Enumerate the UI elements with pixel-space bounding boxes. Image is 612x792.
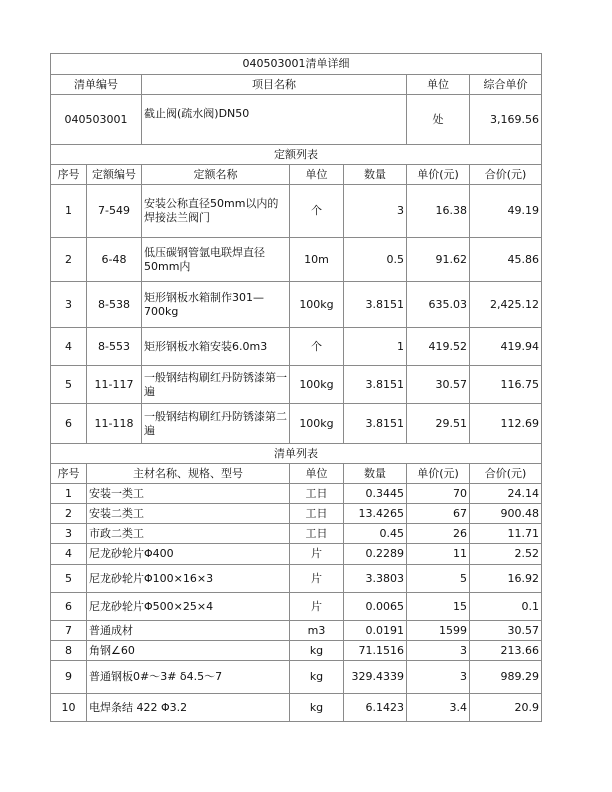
quota-qty: 3 [344,185,407,238]
quota-row [51,328,542,366]
quota-no: 2 [51,238,87,282]
mat-unit: 片 [290,565,344,593]
quota-unit: 10m [290,238,344,282]
mat-name: 尼龙砂轮片Φ100×16×3 [87,565,290,593]
mat-col-price: 单价(元) [407,464,470,484]
mat-name: 尼龙砂轮片Φ400 [87,544,290,565]
mat-name: 普通钢板0#～3# δ4.5～7 [87,661,290,694]
mat-qty: 329.4339 [344,661,407,694]
mat-unit: 工日 [290,504,344,524]
quota-no: 4 [51,328,87,366]
mat-qty: 71.1516 [344,641,407,661]
quota-name: 矩形钢板水箱安装6.0m3 [142,328,290,366]
mat-qty: 0.45 [344,524,407,544]
mat-unit: kg [290,661,344,694]
quota-price: 16.38 [407,185,470,238]
quota-name: 低压碳钢管氩电联焊直径50mm内 [142,238,290,282]
mat-price: 3 [407,641,470,661]
mat-price: 5 [407,565,470,593]
quota-total: 2,425.12 [470,282,542,328]
quota-col-code: 定额编号 [87,165,142,185]
quota-col-total: 合价(元) [470,165,542,185]
mat-total: 30.57 [470,621,542,641]
mat-unit: m3 [290,621,344,641]
material-row [51,504,542,524]
mat-unit: 工日 [290,524,344,544]
bill-detail-table [50,53,542,722]
mat-total: 900.48 [470,504,542,524]
mat-total: 24.14 [470,484,542,504]
quota-price: 635.03 [407,282,470,328]
quota-unit: 个 [290,185,344,238]
mat-price: 26 [407,524,470,544]
item-price: 3,169.56 [470,95,542,145]
quota-col-no: 序号 [51,165,87,185]
quota-code: 7-549 [87,185,142,238]
quota-price: 91.62 [407,238,470,282]
quota-col-price: 单价(元) [407,165,470,185]
materials-section-title: 清单列表 [51,444,542,464]
mat-unit: kg [290,641,344,661]
quota-row [51,366,542,404]
material-row [51,694,542,722]
quota-total: 49.19 [470,185,542,238]
material-row [51,621,542,641]
material-row [51,544,542,565]
quota-code: 11-118 [87,404,142,444]
mat-name: 尼龙砂轮片Φ500×25×4 [87,593,290,621]
quota-row [51,238,542,282]
mat-no: 6 [51,593,87,621]
mat-name: 普通成材 [87,621,290,641]
mat-total: 20.9 [470,694,542,722]
mat-qty: 3.3803 [344,565,407,593]
quota-no: 3 [51,282,87,328]
mat-price: 70 [407,484,470,504]
quota-name: 安装公称直径50mm以内的焊接法兰阀门 [142,185,290,238]
mat-no: 3 [51,524,87,544]
quota-header-row [51,165,542,185]
mat-col-no: 序号 [51,464,87,484]
mat-no: 9 [51,661,87,694]
item-name-header: 项目名称 [142,75,407,95]
quota-qty: 3.8151 [344,282,407,328]
mat-unit: 片 [290,593,344,621]
mat-name: 电焊条结 422 Φ3.2 [87,694,290,722]
material-row [51,661,542,694]
mat-name: 角钢∠60 [87,641,290,661]
mat-no: 7 [51,621,87,641]
quota-no: 6 [51,404,87,444]
unit-header: 单位 [407,75,470,95]
mat-no: 1 [51,484,87,504]
quota-code: 8-553 [87,328,142,366]
quota-unit: 100kg [290,282,344,328]
mat-qty: 13.4265 [344,504,407,524]
quota-row [51,404,542,444]
mat-name: 安装二类工 [87,504,290,524]
quota-qty: 3.8151 [344,404,407,444]
quota-code: 11-117 [87,366,142,404]
mat-no: 2 [51,504,87,524]
mat-name: 安装一类工 [87,484,290,504]
mat-total: 989.29 [470,661,542,694]
quota-code: 8-538 [87,282,142,328]
quota-price: 419.52 [407,328,470,366]
quota-total: 112.69 [470,404,542,444]
quota-price: 30.57 [407,366,470,404]
mat-name: 市政二类工 [87,524,290,544]
mat-total: 11.71 [470,524,542,544]
mat-unit: kg [290,694,344,722]
mat-price: 11 [407,544,470,565]
material-row [51,524,542,544]
item-name: 截止阀(疏水阀)DN50 [142,95,407,145]
mat-col-name: 主材名称、规格、型号 [87,464,290,484]
quota-unit: 100kg [290,404,344,444]
quota-code: 6-48 [87,238,142,282]
quota-name: 矩形钢板水箱制作301—700kg [142,282,290,328]
mat-price: 15 [407,593,470,621]
mat-no: 8 [51,641,87,661]
table-title: 040503001清单详细 [51,54,542,75]
mat-price: 3 [407,661,470,694]
mat-col-qty: 数量 [344,464,407,484]
mat-col-total: 合价(元) [470,464,542,484]
mat-no: 5 [51,565,87,593]
mat-total: 16.92 [470,565,542,593]
mat-price: 3.4 [407,694,470,722]
material-row [51,565,542,593]
quota-qty: 3.8151 [344,366,407,404]
mat-qty: 0.0191 [344,621,407,641]
material-row [51,593,542,621]
mat-price: 67 [407,504,470,524]
bill-code-header: 清单编号 [51,75,142,95]
mat-qty: 6.1423 [344,694,407,722]
quota-row [51,185,542,238]
quota-name: 一般钢结构刷红丹防锈漆第二遍 [142,404,290,444]
mat-total: 2.52 [470,544,542,565]
item-unit: 处 [407,95,470,145]
material-row [51,484,542,504]
materials-header-row [51,464,542,484]
quota-total: 116.75 [470,366,542,404]
unit-price-header: 综合单价 [470,75,542,95]
quota-col-name: 定额名称 [142,165,290,185]
quota-unit: 个 [290,328,344,366]
mat-unit: 片 [290,544,344,565]
mat-qty: 0.3445 [344,484,407,504]
quota-section-title: 定额列表 [51,145,542,165]
mat-total: 0.1 [470,593,542,621]
quota-no: 5 [51,366,87,404]
mat-total: 213.66 [470,641,542,661]
quota-total: 45.86 [470,238,542,282]
quota-qty: 0.5 [344,238,407,282]
mat-qty: 0.2289 [344,544,407,565]
quota-row [51,282,542,328]
mat-unit: 工日 [290,484,344,504]
quota-total: 419.94 [470,328,542,366]
mat-no: 10 [51,694,87,722]
quota-col-qty: 数量 [344,165,407,185]
quota-name: 一般钢结构刷红丹防锈漆第一遍 [142,366,290,404]
quota-price: 29.51 [407,404,470,444]
material-row [51,641,542,661]
mat-no: 4 [51,544,87,565]
quota-unit: 100kg [290,366,344,404]
quota-no: 1 [51,185,87,238]
mat-price: 1599 [407,621,470,641]
quota-col-unit: 单位 [290,165,344,185]
bill-code: 040503001 [51,95,142,145]
quota-qty: 1 [344,328,407,366]
mat-col-unit: 单位 [290,464,344,484]
mat-qty: 0.0065 [344,593,407,621]
